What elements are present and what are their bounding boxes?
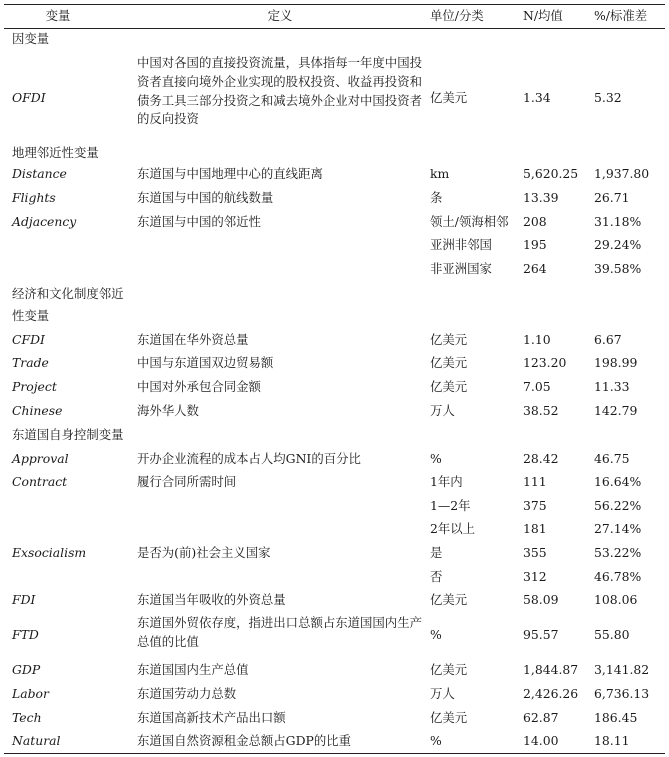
unit-chinese: 万人	[430, 403, 455, 418]
sd-distance: 1,937.80	[594, 166, 650, 181]
mean-approval: 28.42	[523, 451, 559, 466]
mean-distance: 5,620.25	[523, 166, 579, 181]
group-geo: 地理邻近性变量	[12, 145, 99, 160]
var-ftd: FTD	[12, 627, 39, 642]
def-tech: 东道国高新技术产品出口额	[137, 710, 286, 725]
header-sd: %/标准差	[594, 8, 648, 23]
mean-contract-2: 375	[523, 498, 547, 513]
var-cfdi: CFDI	[12, 332, 45, 347]
header-unit: 单位/分类	[430, 8, 484, 23]
sd-adjacency-1: 31.18%	[594, 214, 642, 229]
unit-adjacency-3: 非亚洲国家	[430, 261, 492, 276]
bottom-rule	[4, 753, 665, 754]
mean-ofdi: 1.34	[523, 90, 551, 105]
mean-labor: 2,426.26	[523, 686, 579, 701]
var-chinese: Chinese	[12, 403, 63, 418]
def-approval: 开办企业流程的成本占人均GNI的百分比	[137, 451, 361, 466]
var-exsocialism: Exsocialism	[12, 545, 87, 560]
unit-contract-3: 2年以上	[430, 521, 476, 536]
unit-exsocialism-2: 否	[430, 569, 443, 584]
sd-ofdi: 5.32	[594, 90, 622, 105]
sd-tech: 186.45	[594, 710, 638, 725]
unit-ofdi: 亿美元	[430, 90, 468, 105]
mean-cfdi: 1.10	[523, 332, 551, 347]
unit-flights: 条	[430, 190, 443, 205]
sd-natural: 18.11	[594, 733, 630, 748]
var-project: Project	[12, 379, 57, 394]
mean-flights: 13.39	[523, 190, 559, 205]
mean-adjacency-3: 264	[523, 261, 547, 276]
mean-contract-3: 181	[523, 521, 547, 536]
sd-cfdi: 6.67	[594, 332, 622, 347]
group-econ-line1: 经济和文化制度邻近	[12, 286, 124, 301]
unit-natural: %	[430, 733, 442, 748]
unit-distance: km	[430, 166, 450, 181]
sd-adjacency-3: 39.58%	[594, 261, 642, 276]
mean-tech: 62.87	[523, 710, 559, 725]
sd-ftd: 55.80	[594, 627, 630, 642]
var-ofdi: OFDI	[12, 90, 46, 105]
def-adjacency: 东道国与中国的邻近性	[137, 214, 261, 229]
def-contract: 履行合同所需时间	[137, 474, 237, 489]
def-fdi: 东道国当年吸收的外资总量	[137, 592, 286, 607]
def-project: 中国对外承包合同金额	[137, 379, 261, 394]
var-adjacency: Adjacency	[12, 214, 77, 229]
def-ftd: 东道国外贸依存度，指进出口总额占东道国国内生产总值的比值	[137, 615, 422, 649]
mean-exsocialism-2: 312	[523, 569, 547, 584]
unit-cfdi: 亿美元	[430, 332, 468, 347]
group-dependent: 因变量	[12, 31, 50, 46]
sd-fdi: 108.06	[594, 592, 638, 607]
mean-adjacency-2: 195	[523, 237, 547, 252]
mean-ftd: 95.57	[523, 627, 559, 642]
unit-ftd: %	[430, 627, 442, 642]
var-tech: Tech	[12, 710, 42, 725]
def-natural: 东道国自然资源租金总额占GDP的比重	[137, 733, 352, 748]
def-exsocialism: 是否为(前)社会主义国家	[137, 545, 271, 560]
sd-contract-1: 16.64%	[594, 474, 642, 489]
mean-chinese: 38.52	[523, 403, 559, 418]
var-distance: Distance	[12, 166, 67, 181]
mean-trade: 123.20	[523, 355, 567, 370]
def-labor: 东道国劳动力总数	[137, 686, 237, 701]
unit-project: 亿美元	[430, 379, 468, 394]
unit-adjacency-1: 领土/领海相邻	[430, 214, 509, 229]
unit-fdi: 亿美元	[430, 592, 468, 607]
def-ofdi: 中国对各国的直接投资流量，具体指每一年度中国投资者直接向境外企业实现的股权投资、收益再投资和债务工具三部分投资之和减去境外企业对中国投资者的反向投资	[137, 55, 422, 127]
unit-exsocialism-1: 是	[430, 545, 443, 560]
header-mean: N/均值	[523, 8, 563, 23]
header-rule	[4, 28, 665, 29]
sd-project: 11.33	[594, 379, 630, 394]
group-control: 东道国自身控制变量	[12, 427, 124, 442]
mean-fdi: 58.09	[523, 592, 559, 607]
unit-trade: 亿美元	[430, 355, 468, 370]
unit-tech: 亿美元	[430, 710, 468, 725]
sd-adjacency-2: 29.24%	[594, 237, 642, 252]
var-labor: Labor	[12, 686, 49, 701]
def-gdp: 东道国国内生产总值	[137, 662, 249, 677]
def-chinese: 海外华人数	[137, 403, 199, 418]
sd-flights: 26.71	[594, 190, 630, 205]
group-econ-line2: 性变量	[12, 308, 50, 323]
var-fdi: FDI	[12, 592, 36, 607]
unit-contract-1: 1年内	[430, 474, 463, 489]
unit-contract-2: 1—2年	[430, 498, 471, 513]
sd-gdp: 3,141.82	[594, 662, 650, 677]
var-flights: Flights	[12, 190, 56, 205]
unit-approval: %	[430, 451, 442, 466]
def-cfdi: 东道国在华外资总量	[137, 332, 249, 347]
sd-exsocialism-2: 46.78%	[594, 569, 642, 584]
var-contract: Contract	[12, 474, 68, 489]
mean-exsocialism-1: 355	[523, 545, 547, 560]
unit-labor: 万人	[430, 686, 455, 701]
mean-contract-1: 111	[523, 474, 547, 489]
sd-trade: 198.99	[594, 355, 638, 370]
mean-project: 7.05	[523, 379, 551, 394]
sd-chinese: 142.79	[594, 403, 638, 418]
unit-adjacency-2: 亚洲非邻国	[430, 237, 492, 252]
var-approval: Approval	[12, 451, 69, 466]
def-trade: 中国与东道国双边贸易额	[137, 355, 274, 370]
header-definition: 定义	[267, 8, 293, 23]
sd-contract-3: 27.14%	[594, 521, 642, 536]
var-natural: Natural	[12, 733, 61, 748]
mean-adjacency-1: 208	[523, 214, 547, 229]
sd-contract-2: 56.22%	[594, 498, 642, 513]
sd-approval: 46.75	[594, 451, 630, 466]
unit-gdp: 亿美元	[430, 662, 468, 677]
sd-exsocialism-1: 53.22%	[594, 545, 642, 560]
header-variable: 变量	[45, 8, 71, 23]
sd-labor: 6,736.13	[594, 686, 650, 701]
mean-natural: 14.00	[523, 733, 559, 748]
mean-gdp: 1,844.87	[523, 662, 579, 677]
var-trade: Trade	[12, 355, 49, 370]
def-distance: 东道国与中国地理中心的直线距离	[137, 166, 323, 181]
var-gdp: GDP	[12, 662, 41, 677]
def-flights: 东道国与中国的航线数量	[137, 190, 274, 205]
